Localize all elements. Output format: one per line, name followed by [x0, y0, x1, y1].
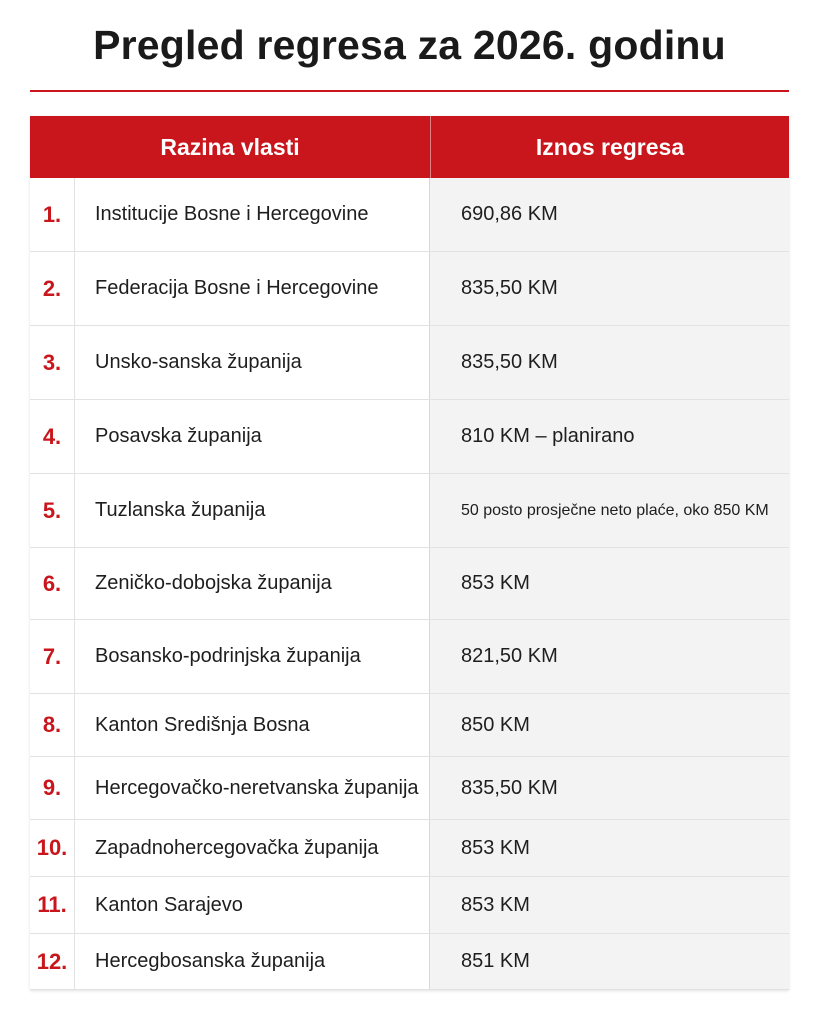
row-number: 12. — [30, 934, 75, 989]
table-row — [30, 400, 789, 474]
authority-name: Zapadnohercegovačka županija — [75, 820, 430, 876]
regres-amount: 851 KM — [430, 934, 789, 989]
column-header-amount: Iznos regresa — [535, 133, 685, 160]
regres-amount: 821,50 KM — [430, 620, 789, 693]
table-header — [30, 116, 789, 178]
row-number: 1. — [30, 178, 75, 251]
row-number: 2. — [30, 252, 75, 325]
authority-name: Federacija Bosne i Hercegovine — [75, 252, 430, 325]
regres-amount: 853 KM — [430, 877, 789, 933]
authority-name: Institucije Bosne i Hercegovine — [75, 178, 430, 251]
table-row — [30, 178, 789, 252]
authority-name: Tuzlanska županija — [75, 474, 430, 547]
table-row — [30, 757, 789, 820]
authority-name: Unsko-sanska županija — [75, 326, 430, 399]
table-row — [30, 877, 789, 934]
table-row — [30, 820, 789, 877]
table-body — [30, 178, 789, 990]
regres-amount: 835,50 KM — [430, 757, 789, 819]
regres-amount: 850 KM — [430, 694, 789, 756]
table-row — [30, 326, 789, 400]
title-divider — [30, 90, 789, 92]
row-number: 7. — [30, 620, 75, 693]
row-number: 11. — [30, 877, 75, 933]
authority-name: Kanton Središnja Bosna — [75, 694, 430, 756]
regres-amount: 50 posto prosječne neto plaće, oko 850 KM — [430, 474, 789, 547]
row-number: 4. — [30, 400, 75, 473]
authority-name: Kanton Sarajevo — [75, 877, 430, 933]
authority-name: Hercegbosanska županija — [75, 934, 430, 989]
table-row — [30, 474, 789, 548]
authority-name: Zeničko-dobojska županija — [75, 548, 430, 619]
column-header-authority: Razina vlasti — [30, 116, 431, 178]
row-number: 3. — [30, 326, 75, 399]
row-number: 10. — [30, 820, 75, 876]
regres-amount: 835,50 KM — [430, 326, 789, 399]
regres-amount: 810 KM – planirano — [430, 400, 789, 473]
table-row — [30, 620, 789, 694]
table-row — [30, 934, 789, 990]
authority-name: Hercegovačko-neretvanska županija — [75, 757, 430, 819]
table-row — [30, 694, 789, 757]
row-number: 5. — [30, 474, 75, 547]
table-row — [30, 548, 789, 620]
regres-amount: 853 KM — [430, 820, 789, 876]
authority-name: Posavska županija — [75, 400, 430, 473]
regres-amount: 853 KM — [430, 548, 789, 619]
regres-amount: 835,50 KM — [430, 252, 789, 325]
regres-amount: 690,86 KM — [430, 178, 789, 251]
row-number: 6. — [30, 548, 75, 619]
row-number: 9. — [30, 757, 75, 819]
regres-table — [30, 116, 789, 990]
page-title: Pregled regresa za 2026. godinu — [93, 22, 726, 68]
authority-name: Bosansko-podrinjska županija — [75, 620, 430, 693]
row-number: 8. — [30, 694, 75, 756]
table-row — [30, 252, 789, 326]
